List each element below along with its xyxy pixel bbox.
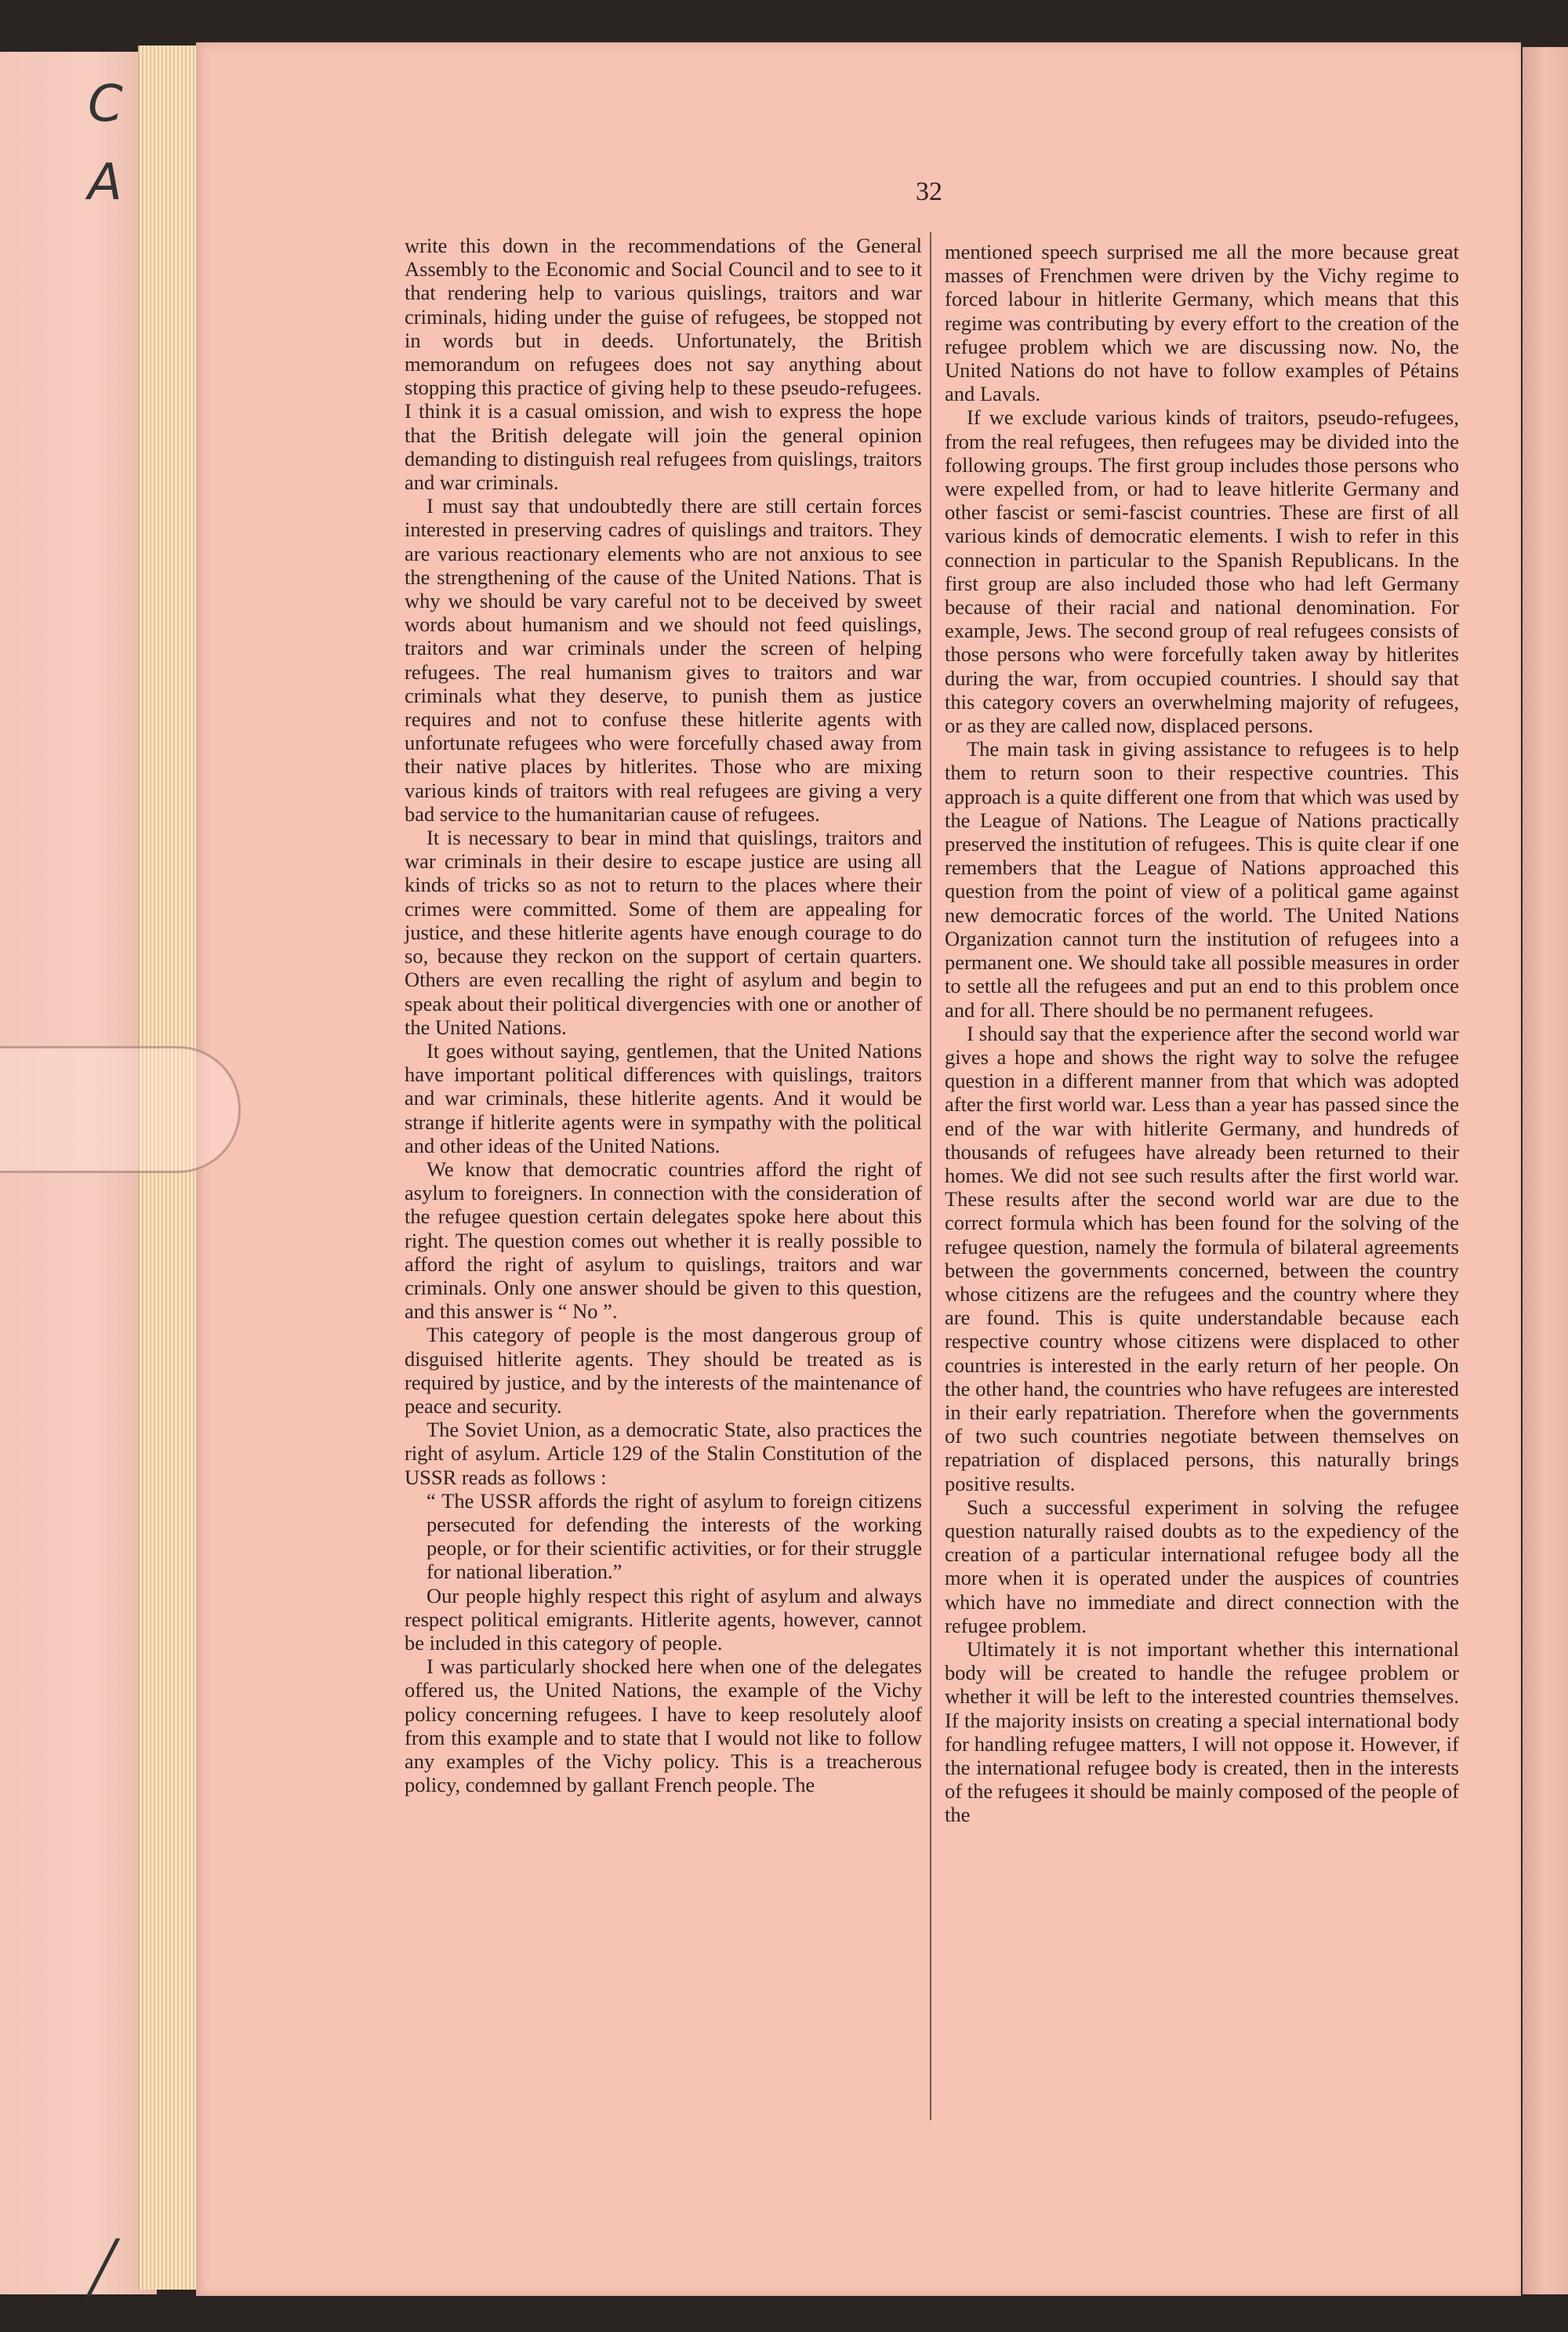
column-divider bbox=[930, 232, 931, 2120]
previous-page-edge bbox=[0, 52, 157, 2297]
paragraph: If we exclude various kinds of traitors, pseudo-refugees, from the real refugees, then refugees may be divided into the following groups. The first group includes those persons who were expelled from, or had to leave hitlerite Germany and other fascist or semi-fascist countries. These are first of all various kinds of democratic elements. I wish to refer in this connection in particular to the Spanish Republicans. In the first group are also included those who had left Germany because of their racial and national denomination. For example, Jews. The second group of real refugees consists of those persons who were forcefully taken away by hitlerites during the war, from occupied countries. I should say that this category covers an overwhelming majority of refugees, or as they are called now, displaced persons. bbox=[945, 405, 1459, 738]
constitution-quote: “ The USSR affords the right of asylum to foreign citizens persecuted for defending the interests of the working people, or for their scientific activities, or for their struggle for national liberation.” bbox=[426, 1488, 922, 1584]
paragraph: Ultimately it is not important whether this international body will be created to handle the refugee problem or whether it will be left to the interested countries themselves. If the majority insists on creating a special international body for handling refugee matters, I will not oppose it. However, if the international refugee body is created, then in the interests of the refugees it should be mainly composed of the people of the bbox=[945, 1636, 1459, 1827]
paragraph: It is necessary to bear in mind that quislings, traitors and war criminals in their desire to escape justice are using all kinds of tricks so as not to return to the places where their crimes were committed. Some of them are appealing for justice, and these hitlerite agents have enough courage to do so, because they reckon on the support of certain quarters. Others are even recalling the right of asylum and begin to speak about their political divergencies with one or another of the United Nations. bbox=[405, 826, 922, 1039]
margin-mark-stroke: ╱ bbox=[88, 2239, 118, 2297]
paragraph: The main task in giving assistance to refugees is to help them to return soon to their respective countries. This approach is a quite different one from that which was used by the League of Nations. The League of Nations practically preserved the institution of refugees. This is quite clear if one remembers that the League of Nations approached this question from the point of view of a political game against new democratic forces of the world. The United Nations Organization cannot turn the institution of refugees into a permanent one. We should take all possible measures in order to settle all the refugees and put an end to this problem once and for all. There should be no permanent refugees. bbox=[945, 737, 1459, 1022]
paragraph: I was particularly shocked here when one of the delegates offered us, the United Nations, the example of the Vichy policy concerning refugees. I have to keep resolutely aloof from this example and to state that I would not like to follow any examples of the Vichy policy. This is a treacherous policy, condemned by gallant French people. The bbox=[405, 1655, 922, 1797]
left-text-column bbox=[405, 234, 922, 1796]
paragraph: The Soviet Union, as a democratic State, also practices the right of asylum. Article 129 of the Stalin Constitution of the USSR reads as follows : bbox=[405, 1418, 922, 1489]
margin-mark-c: C bbox=[88, 75, 123, 133]
paragraph: I should say that the experience after the second world war gives a hope and shows the right way to solve the refugee question in a different manner from that which was adopted after the first world war. Less than a year has passed since the end of the war with hitlerite Germany, and hundreds of thousands of refugees have already been returned to their homes. We did not see such results after the first world war. These results after the second world war are due to the correct formula which has been found for the solving of the refugee question, namely the formula of bilateral agreements between the governments concerned, between the country whose citizens are the refugees and the country where they are found. This is quite understandable because each respective country whose citizens were displaced to other countries is interested in the early return of her people. On the other hand, the countries who have refugees are interested in their early repatriation. Therefore when the governments of two such countries negotiate between themselves on repatriation of displaced persons, this naturally brings positive results. bbox=[945, 1021, 1459, 1495]
paragraph: It goes without saying, gentlemen, that the United Nations have important political differences with quislings, traitors and war criminals, these hitlerite agents. And it would be strange if hitlerite agents were in sympathy with the political and other ideas of the United Nations. bbox=[405, 1038, 922, 1157]
page-number: 32 bbox=[916, 177, 942, 206]
paper-clip bbox=[0, 1046, 241, 1173]
paragraph: We know that democratic countries afford the right of asylum to foreigners. In connection with the consideration of the refugee question certain delegates spoke here about this right. The question comes out whether it is really possible to afford the right of asylum to quislings, traitors and war criminals. Only one answer should be given to this question, and this answer is “ No ”. bbox=[405, 1157, 922, 1324]
paragraph: This category of people is the most dangerous group of disguised hitlerite agents. They should be treated as is required by justice, and by the interests of the maintenance of peace and security. bbox=[405, 1323, 922, 1418]
paragraph: I must say that undoubtedly there are still certain forces interested in preserving cadres of quislings and traitors. They are various reactionary elements who are not anxious to see the strengthening of the cause of the United Nations. That is why we should be vary careful not to be deceived by sweet words about humanism and we should not feed quislings, traitors and war criminals under the screen of helping refugees. The real humanism gives to traitors and war criminals what they deserve, to punish them as justice requires and not to confuse these hitlerite agents with unfortunate refugees who were forcefully chased away from their native places by hitlerites. Those who are mixing various kinds of traitors with real refugees are giving a very bad service to the humanitarian cause of refugees. bbox=[405, 494, 922, 826]
paragraph: mentioned speech surprised me all the more because great masses of Frenchmen were driven by the Vichy regime to forced labour in hitlerite Germany, which means that this regime was contributing by every effort to the creation of the refugee problem which we are discussing now. No, the United Nations do not have to follow examples of Pétains and Lavals. bbox=[945, 240, 1459, 406]
next-page-edge bbox=[1523, 47, 1568, 2294]
paragraph: Our people highly respect this right of asylum and always respect political emigrants. Hitlerite agents, however, cannot be included in this category of people. bbox=[405, 1583, 922, 1655]
paragraph: Such a successful experiment in solving the refugee question naturally raised doubts as to the expediency of the creation of a particular international refugee body all the more when it is operated under the auspices of countries which have no immediate and direct connection with the refugee problem. bbox=[945, 1495, 1459, 1637]
paragraph: write this down in the recommendations of the General Assembly to the Economic and Social Council and to see to it that rendering help to various quislings, traitors and war criminals, hiding under the guise of refugees, be stopped not in words but in deeds. Unfortunately, the British memorandum on refugees does not say anything about stopping this practice of giving help to these pseudo-refugees. I think it is a casual omission, and wish to express the hope that the British delegate will join the general opinion demanding to distinguish real refugees from quislings, traitors and war criminals. bbox=[405, 234, 922, 495]
right-text-column bbox=[945, 240, 1459, 1827]
margin-mark-a: A bbox=[88, 154, 122, 212]
